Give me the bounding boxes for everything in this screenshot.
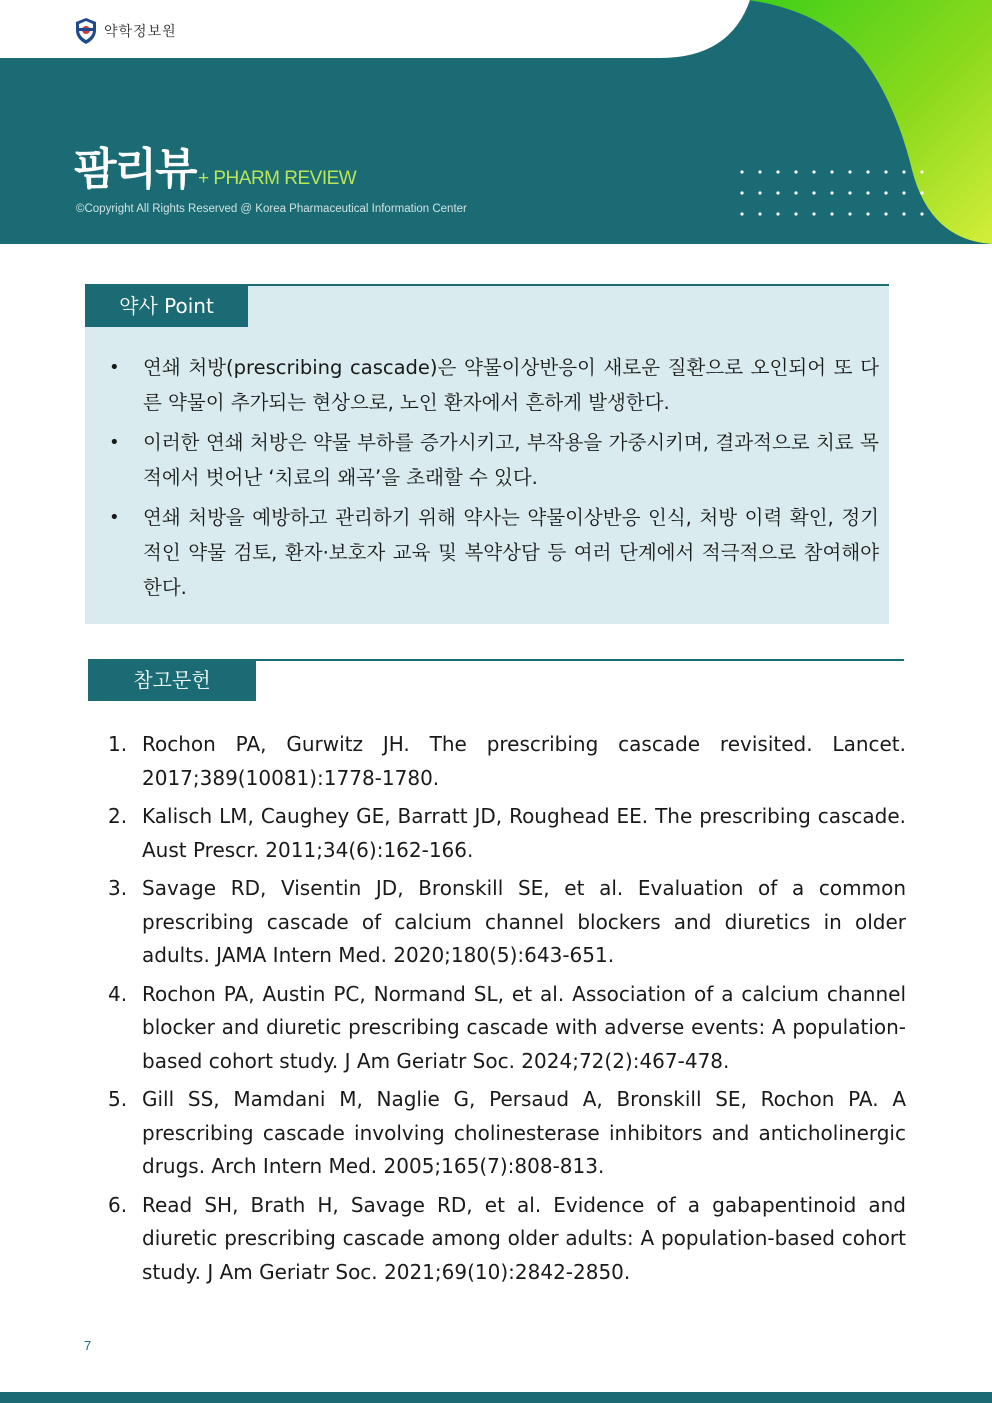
reference-item xyxy=(108,978,906,1079)
point-section-title: 약사 Point xyxy=(85,286,248,327)
reference-text: Kalisch LM, Caughey GE, Barratt JD, Roughead EE. The prescribing cascade. Aust Prescr. 2011;34(6):162-166. xyxy=(142,804,906,862)
reference-item xyxy=(108,800,906,867)
point-item xyxy=(85,425,889,495)
point-text: 이러한 연쇄 처방은 약물 부하를 증가시키고, 부작용을 가중시키며, 결과적으로 치료 목적에서 벗어난 ‘치료의 왜곡’을 초래할 수 있다. xyxy=(143,431,879,489)
point-text: 연쇄 처방(prescribing cascade)은 약물이상반응이 새로운 질환으로 오인되어 또 다른 약물이 추가되는 현상으로, 노인 환자에서 흔하게 발생한다. xyxy=(143,356,879,414)
reference-text: Read SH, Brath H, Savage RD, et al. Evidence of a gabapentinoid and diuretic prescribing cascade among older adults: A population-based cohort study. J Am Geriatr Soc. 2021;69(10):2842-2850. xyxy=(142,1192,906,1284)
org-name: 약학정보원 xyxy=(104,24,177,40)
references-title: 참고문헌 xyxy=(88,660,256,701)
reference-number: 6. xyxy=(108,1192,128,1217)
page-number: 7 xyxy=(84,1338,92,1353)
copyright-notice: ©Copyright All Rights Reserved @ Korea Pharmaceutical Information Center xyxy=(76,203,467,215)
reference-item xyxy=(108,1083,906,1184)
bullet-icon: • xyxy=(109,432,120,453)
reference-text: Gill SS, Mamdani M, Naglie G, Persaud A, Bronskill SE, Rochon PA. A prescribing cascade involving cholinesterase inhibitors and anticholinergic drugs. Arch Intern Med. 2005;165(7):808-813. xyxy=(142,1087,906,1178)
reference-number: 3. xyxy=(108,876,128,900)
reference-text: Savage RD, Visentin JD, Bronskill SE, et al. Evaluation of a common prescribing cascade of calcium channel blockers and diuretics in older adults. JAMA Intern Med. 2020;180(5):643-651. xyxy=(142,876,906,967)
org-logo xyxy=(74,16,177,46)
reference-number: 2. xyxy=(108,804,128,828)
page-subtitle: + PHARM REVIEW xyxy=(198,168,357,189)
shield-icon xyxy=(74,17,98,45)
bullet-icon: • xyxy=(109,357,120,378)
references-list xyxy=(108,728,906,1294)
point-list xyxy=(85,350,889,610)
bullet-icon: • xyxy=(109,507,120,528)
reference-item xyxy=(108,872,906,973)
pharmacist-point-box xyxy=(85,284,889,624)
point-text: 연쇄 처방을 예방하고 관리하기 위해 약사는 약물이상반응 인식, 처방 이력 확인, 정기적인 약물 검토, 환자·보호자 교육 및 복약상담 등 여러 단계에서 적극적으로 참여해야 한다. xyxy=(143,506,879,599)
reference-item xyxy=(108,728,906,795)
reference-text: Rochon PA, Austin PC, Normand SL, et al. Association of a calcium channel blocker and diuretic prescribing cascade with adverse events: A population-based cohort study. J Am Geriatr Soc. 2024;72(2):467-478. xyxy=(142,981,906,1073)
reference-number: 1. xyxy=(108,732,128,756)
footer-bar xyxy=(0,1392,992,1403)
reference-text: Rochon PA, Gurwitz JH. The prescribing cascade revisited. Lancet. 2017;389(10081):1778-1780. xyxy=(142,732,906,790)
reference-item xyxy=(108,1189,906,1290)
point-item xyxy=(85,500,889,605)
page-title: 팜리뷰 xyxy=(74,144,196,195)
point-item xyxy=(85,350,889,420)
reference-number: 4. xyxy=(108,981,128,1006)
reference-number: 5. xyxy=(108,1087,128,1111)
